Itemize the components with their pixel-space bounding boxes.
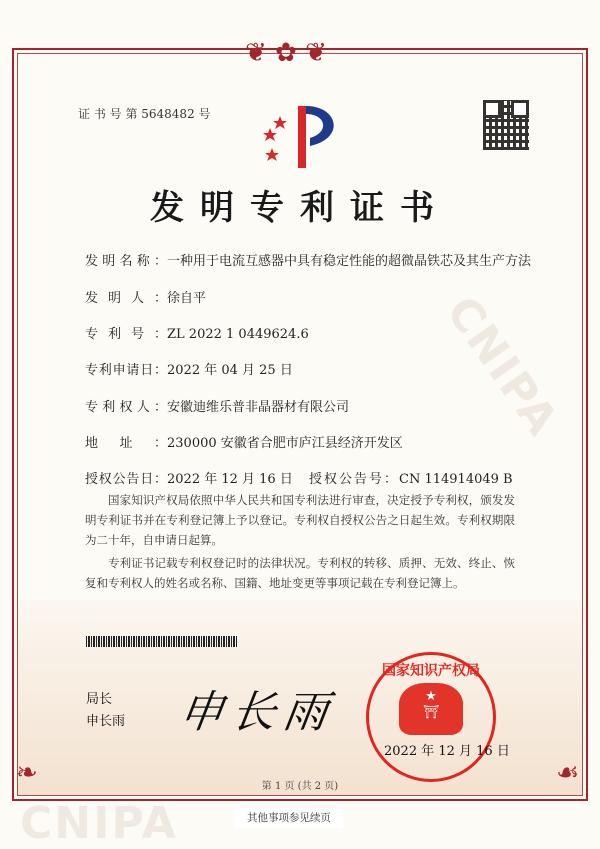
- field-publication-number: [309, 468, 513, 487]
- field-value: 2022 年 12 月 16 日: [167, 472, 293, 487]
- national-emblem-icon: ★ ⛩: [399, 683, 463, 735]
- barcode: [86, 636, 238, 647]
- director-name: 申长雨: [86, 714, 126, 729]
- watermark: CNIPA: [20, 798, 178, 849]
- field-value: 安徽迪维乐普非晶器材有限公司: [167, 400, 350, 415]
- field-value: 徐自平: [167, 291, 207, 306]
- page-indicator: 第 1 页 (共 2 页): [261, 781, 339, 792]
- director-title: 局长: [86, 692, 113, 707]
- seal-date: 2022 年 12 月 16 日: [384, 744, 510, 759]
- certificate-number: 证 书 号 第 5648482 号: [78, 107, 211, 121]
- legal-paragraph: 专利证书记载专利权登记时的法律状况。专利权的转移、质押、无效、终止、恢复和专利权人的姓名或名称、国籍、地址变更等事项记载在专利登记簿上。: [85, 556, 515, 590]
- field-label: 发明人：: [85, 291, 167, 306]
- document-title: 发明专利证书: [150, 188, 450, 228]
- field-label: 地址：: [85, 436, 167, 451]
- field-invention-name: [85, 250, 531, 269]
- field-value: ZL 2022 1 0449624.6: [167, 327, 309, 342]
- field-label: 专利申请日：: [85, 363, 167, 378]
- field-patentee: [85, 396, 349, 415]
- field-label: 发明名称：: [85, 254, 167, 269]
- official-seal: [366, 652, 496, 782]
- field-label: 授权公告日：: [85, 472, 167, 487]
- legal-paragraph: 国家知识产权局依照中华人民共和国专利法进行审查，决定授予专利权，颁发发明专利证书并在专利登记簿上予以登记。专利权自授权公告之日起生效。专利权期限为二十年，自申请日起算。: [85, 493, 515, 547]
- field-label: 授权公告号：: [309, 472, 400, 487]
- field-label: 专利号：: [85, 327, 167, 342]
- corner-ornament-icon: ☙: [556, 758, 580, 788]
- field-value: 一种用于电流互感器中具有稳定性能的超微晶铁芯及其生产方法: [167, 254, 532, 269]
- cnipa-logo-icon: [258, 98, 348, 170]
- watermark: CNIPA: [436, 287, 569, 446]
- top-ornament-icon: ❦ ✿ ❦: [245, 38, 327, 68]
- footer-note: 其他事项参见续页: [235, 808, 343, 828]
- field-patent-number: [85, 323, 309, 342]
- signature: 申长雨: [175, 687, 339, 738]
- field-address: [85, 432, 403, 451]
- field-value: CN 114914049 B: [399, 472, 513, 487]
- field-value: 230000 安徽省合肥市庐江县经济开发区: [167, 436, 403, 451]
- corner-ornament-icon: ❧: [16, 758, 38, 788]
- qr-code: [483, 100, 529, 150]
- field-grant-date: [85, 468, 293, 487]
- field-value: 2022 年 04 月 25 日: [167, 363, 293, 378]
- seal-text: 国家知识产权局: [382, 663, 480, 679]
- field-inventor: [85, 287, 206, 306]
- field-label: 专利权人：: [85, 400, 167, 415]
- field-application-date: [85, 359, 293, 378]
